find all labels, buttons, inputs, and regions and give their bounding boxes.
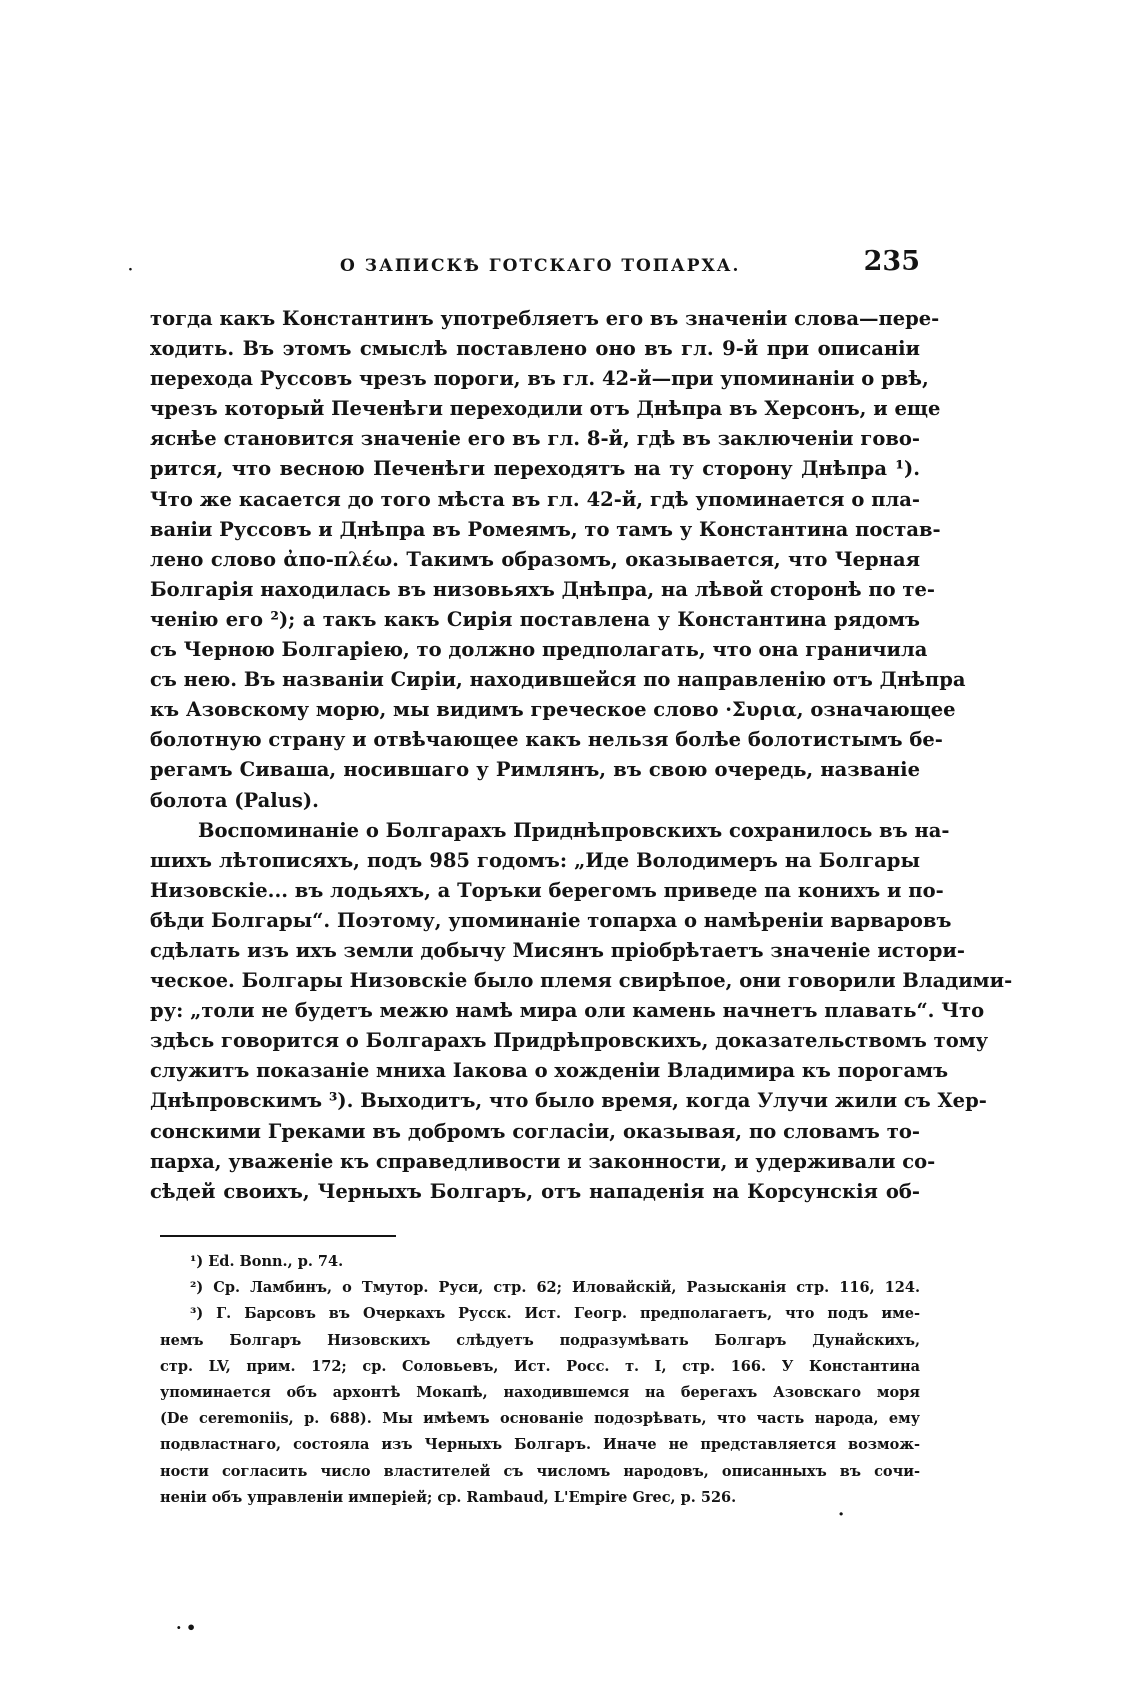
text-line: сдѣлать изъ ихъ земли добычу Мисянъ прiобрѣтаетъ значенiе истори-: [150, 938, 965, 962]
footnote-line: ненiи объ управленiи имперiей; ср. Rambaud, L'Empire Grec, p. 526.: [160, 1488, 737, 1506]
text-line: Болгарiя находилась въ низовьяхъ Днѣпра, на лѣвой сторонѣ по те-: [150, 577, 935, 601]
text-line: регамъ Сиваша, носившаго у Римлянъ, въ свою очередь, названiе: [150, 758, 920, 782]
text-line: парха, уваженiе къ справедливости и законности, и удерживали со-: [150, 1149, 936, 1173]
footnote-line: ¹) Ed. Bonn., p. 74.: [190, 1253, 344, 1270]
text-line: шихъ лѣтописяхъ, подъ 985 годомъ: „Иде Володимеръ на Болгары: [150, 848, 920, 872]
text-line: сонскими Греками въ добромъ согласiи, оказывая, по словамъ то-: [150, 1119, 920, 1143]
text-line: сѣдей своихъ, Черныхъ Болгаръ, отъ нападенiя на Корсунскiя об-: [150, 1179, 920, 1203]
text-line: съ Черною Болгарiею, то должно предполагать, что она граничила: [150, 638, 928, 662]
text-line: здѣсь говорится о Болгарахъ Придрѣпровскихъ, доказательствомъ тому: [150, 1029, 989, 1053]
footnote-line: (De ceremoniis, p. 688). Мы имѣемъ основанiе подозрѣвать, что часть народа, ему: [160, 1410, 920, 1428]
text-line: лено слово ἀπο-πλέω. Такимъ образомъ, оказывается, что Черная: [150, 547, 920, 571]
text-line: служитъ показанiе мниха Iакова о хожденiи Владимира къ порогамъ: [150, 1059, 949, 1083]
text-line: ванiи Руссовъ и Днѣпра въ Ромеямъ, то тамъ у Константина постав-: [150, 517, 941, 541]
text-line: Днѣпровскимъ ³). Выходитъ, что было время, когда Улучи жили съ Хер-: [150, 1089, 987, 1113]
stray-mark: ·: [128, 262, 133, 278]
footnote-line: подвластнаго, состояла изъ Черныхъ Болгаръ. Иначе не представляется возмож-: [160, 1436, 920, 1454]
footnote-line: немъ Болгаръ Низовскихъ слѣдуетъ подразумѣвать Болгаръ Дунайскихъ,: [160, 1331, 920, 1349]
text-line: ру: „толи не будетъ межю намѣ мира оли камень начнетъ плавать“. Что: [150, 999, 985, 1023]
text-line: ческое. Болгары Низовскiе было племя свирѣпое, они говорили Владими-: [150, 969, 1013, 993]
text-line: Что же касается до того мѣста въ гл. 42-й, гдѣ упоминается о пла-: [150, 487, 920, 511]
text-line: тогда какъ Константинъ употребляетъ его въ значенiи слова—пере-: [150, 307, 940, 330]
text-line: болотную страну и отвѣчающее какъ нельзя болѣе болотистымъ бе-: [150, 728, 943, 752]
page-header: [150, 246, 920, 286]
text-line: яснѣе становится значенiе его въ гл. 8-й, гдѣ въ заключенiи гово-: [150, 427, 920, 451]
text-line: чрезъ который Печенѣги переходили отъ Днѣпра въ Херсонъ, и еще: [150, 397, 941, 421]
footnote-line: ности согласить число властителей съ числомъ народовъ, описанныхъ въ сочи-: [160, 1462, 920, 1480]
stray-mark: •: [186, 1618, 197, 1637]
footnote-divider: [160, 1235, 396, 1237]
text-line: перехода Руссовъ чрезъ пороги, въ гл. 42-й—при упоминанiи о рвѣ,: [150, 367, 929, 391]
page-number: 235: [863, 246, 920, 277]
footnote-line: ³) Г. Барсовъ въ Очеркахъ Русск. Ист. Геогр. предполагаетъ, что подъ име-: [190, 1305, 920, 1323]
stray-mark: ·: [838, 1504, 845, 1525]
text-line: съ нею. Въ названiи Сирiи, находившейся по направленiю отъ Днѣпра: [150, 668, 966, 692]
text-line: болота (Palus).: [150, 788, 319, 812]
footnote-line: упоминается объ архонтѣ Мокапѣ, находившемся на берегахъ Азовскаго моря: [160, 1383, 920, 1401]
stray-mark: ·: [176, 1618, 182, 1637]
body-text: [150, 304, 1013, 1207]
text-line: рится, что весною Печенѣги переходятъ на ту сторону Днѣпра ¹).: [150, 457, 920, 481]
footnote-line: стр. LV, прим. 172; ср. Соловьевъ, Ист. Росс. т. I, стр. 166. У Константина: [160, 1357, 920, 1375]
text-line: бѣди Болгары“. Поэтому, упоминанiе топарха о намѣренiи варваровъ: [150, 908, 952, 932]
text-line: Воспоминанiе о Болгарахъ Приднѣпровскихъ сохранилось въ на-: [198, 818, 950, 842]
text-line: къ Азовскому морю, мы видимъ греческое слово ·Συρια, означающее: [150, 698, 956, 722]
footnotes: [160, 1249, 920, 1511]
text-line: ченiю его ²); а такъ какъ Сирiя поставлена у Константина рядомъ: [150, 607, 920, 631]
text-line: Низовскiе... въ лодьяхъ, а Торъки берегомъ приведе па конихъ и по-: [150, 878, 944, 902]
footnote-line: ²) Ср. Ламбинъ, о Тмутор. Руси, стр. 62; Иловайскiй, Разысканiя стр. 116, 124.: [190, 1279, 920, 1297]
text-line: ходить. Въ этомъ смыслѣ поставлено оно въ гл. 9-й при описанiи: [150, 337, 920, 361]
running-head: О ЗАПИСКѢ ГОТСКАГО ТОПАРХА.: [340, 256, 741, 276]
